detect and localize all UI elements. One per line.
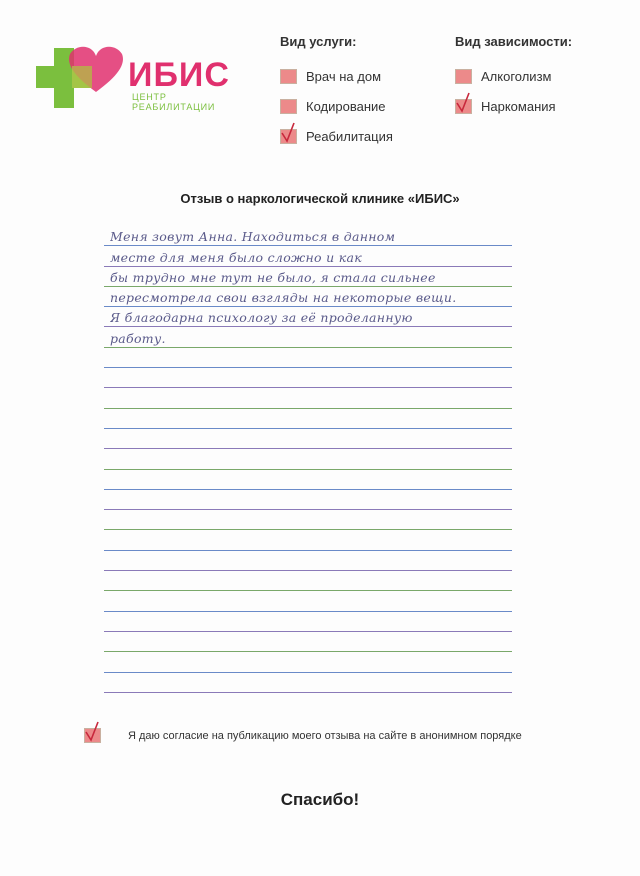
service-type-title: Вид услуги: xyxy=(280,34,357,49)
review-line xyxy=(104,307,512,327)
handwritten-text: месте для меня было сложно и как xyxy=(110,249,363,265)
logo-subtitle: ЦЕНТР РЕАБИЛИТАЦИИ xyxy=(132,92,216,112)
checkbox[interactable] xyxy=(455,69,472,84)
review-line xyxy=(104,612,512,632)
checkmark-icon xyxy=(83,720,101,742)
option-label: Кодирование xyxy=(306,98,386,114)
review-line xyxy=(104,490,512,510)
checkbox[interactable] xyxy=(280,99,297,114)
checkmark-icon xyxy=(454,91,472,113)
review-line xyxy=(104,449,512,469)
review-title: Отзыв о наркологической клинике «ИБИС» xyxy=(180,191,460,206)
review-text-area[interactable] xyxy=(104,226,512,693)
review-line xyxy=(104,530,512,550)
service-option-coding[interactable] xyxy=(280,91,393,121)
handwritten-text: бы трудно мне тут не было, я стала сильнее xyxy=(110,269,436,285)
addiction-type-group xyxy=(455,34,572,121)
review-line xyxy=(104,409,512,429)
option-label: Наркомания xyxy=(481,98,556,114)
option-label: Врач на дом xyxy=(306,68,382,84)
thanks-text: Спасибо! xyxy=(280,790,360,809)
review-line xyxy=(104,571,512,591)
review-line xyxy=(104,632,512,652)
checkbox-checked[interactable] xyxy=(455,99,472,114)
review-line xyxy=(104,388,512,408)
logo-cross-icon xyxy=(32,44,128,114)
addiction-type-title: Вид зависимости: xyxy=(455,34,573,49)
ibis-logo xyxy=(32,44,232,114)
handwritten-text: пересмотрела свои взгляды на некоторые вещи. xyxy=(110,290,457,306)
checkbox-checked[interactable] xyxy=(280,129,297,144)
review-line xyxy=(104,470,512,490)
service-option-rehabilitation[interactable] xyxy=(280,121,393,151)
handwritten-text: Я благодарна психологу за её проделанную xyxy=(110,310,413,326)
review-line xyxy=(104,348,512,368)
review-line xyxy=(104,551,512,571)
logo-name: ИБИС xyxy=(128,56,230,94)
review-line xyxy=(104,287,512,307)
review-line xyxy=(104,226,512,246)
review-line xyxy=(104,510,512,530)
handwritten-text: Меня зовут Анна. Находиться в данном xyxy=(110,229,396,245)
consent-label: Я даю согласие на публикацию моего отзыва на сайте в анонимном порядке xyxy=(128,729,522,742)
review-line xyxy=(104,267,512,287)
checkbox[interactable] xyxy=(280,69,297,84)
handwritten-text: работу. xyxy=(110,330,166,346)
service-type-group xyxy=(280,34,393,151)
consent-checkbox[interactable] xyxy=(84,728,101,743)
review-line xyxy=(104,246,512,266)
option-label: Реабилитация xyxy=(306,128,393,144)
checkmark-icon xyxy=(279,121,297,143)
review-line xyxy=(104,368,512,388)
review-line xyxy=(104,327,512,347)
review-line xyxy=(104,591,512,611)
review-line xyxy=(104,652,512,672)
review-line xyxy=(104,673,512,693)
consent-row[interactable] xyxy=(84,728,522,743)
review-line xyxy=(104,429,512,449)
option-label: Алкоголизм xyxy=(481,68,552,84)
addiction-option-drug-addiction[interactable] xyxy=(455,91,572,121)
addiction-option-alcoholism[interactable] xyxy=(455,61,572,91)
service-option-home-doctor[interactable] xyxy=(280,61,393,91)
